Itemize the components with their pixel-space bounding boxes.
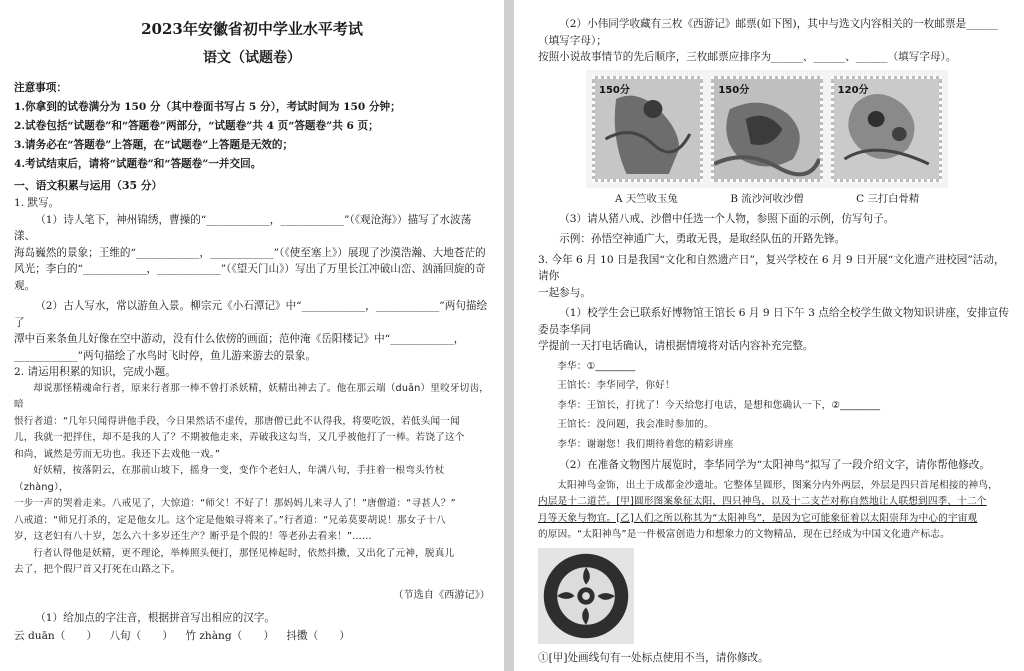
dialogue-line xyxy=(538,378,1010,395)
question-3-1-line: 学提前一天打电话确认，请根据情境将对话内容补充完整。 xyxy=(538,340,814,352)
question-1-2-line: （2）古人写水，常以游鱼入景。柳宗元《小石潭记》中“____________，____________”两句描绘了 xyxy=(14,300,488,329)
dialogue-speaker: 王馆长： xyxy=(557,380,597,391)
stamp-images xyxy=(586,70,948,188)
stamp-value: 150分 xyxy=(599,84,630,96)
question-1: 1. 默写。 xyxy=(14,197,60,209)
passage-line: 恨行者道：“几年只闻得讲他手段，今日果然话不虚传，那唐僧已此不认得我，将要吃饭，若低头闻一闻 xyxy=(14,415,460,427)
exam-page-right xyxy=(514,0,1024,671)
exam-subtitle: 语文（试题卷） xyxy=(203,50,301,66)
intro-line: 的原因。“太阳神鸟”是一件极富创造力和想象力的文物精品，现在已经成为中国文化遗产标志。 xyxy=(538,529,950,540)
question-1-1-line: 观。 xyxy=(14,279,36,292)
dialogue-text: ①________ xyxy=(586,360,636,372)
passage-line: 儿，我就一把拌住，却不是我的人了？不期被他走来，弄破我这勾当，又几乎被他打了一棒。若饶了这个 xyxy=(14,432,465,443)
dialogue-speaker: 李华： xyxy=(557,438,587,450)
question-2-1: （1）给加点的字注音，根据拼音写出相应的汉字。 xyxy=(35,611,275,624)
question-2-2-line: 按照小说故事情节的先后顺序，三枚邮票应排序为______、______、______（填写字母）。 xyxy=(538,51,957,63)
question-3-line: 一起参与。 xyxy=(538,286,591,299)
dialogue-line xyxy=(538,437,1010,454)
passage-line: 却说那怪精魂命行者，原来行者那一棒不曾打杀妖精，妖精出神去了。他在那云端（duān）里咬牙切齿，暗 xyxy=(14,382,490,410)
final-question: ①[甲]处画线句有一处标点使用不当，请你修改。 xyxy=(538,651,769,664)
passage-line: 八戒道：“师兄打杀的，定是他女儿。这个定是他娘寻将来了。”行者道：“兄弟莫要胡说！那女子十八 xyxy=(14,514,446,526)
passage-line: 和尚，诚然是劳而无功也。我还下去戏他一戏。” xyxy=(14,448,221,460)
stamp-image-a xyxy=(592,76,703,182)
notice-heading: 注意事项： xyxy=(14,82,67,94)
intro-line: 内层是十二道芒。[甲]圆形图案象征太阳，四只神鸟，以及十二支芒对称自然地让人联想到四季、十二个 xyxy=(538,496,987,507)
sun-bird-relic-image xyxy=(538,548,634,644)
notice-rule: 4.考试结束后，请将“试题卷”和“答题卷”一并交回。 xyxy=(14,158,262,170)
exam-page-left xyxy=(0,0,504,671)
stamp-value: 150分 xyxy=(718,84,750,96)
question-1-1-line: 海岛巍然的景象；王维的“____________，____________”（《使至塞上》）展现了沙漠浩瀚、大地苍茫的 xyxy=(14,246,486,259)
stamp-image-b xyxy=(711,76,822,182)
intro-line: 太阳神鸟金饰，出土于成都金沙遗址。它整体呈圆形，图案分内外两层，外层是四只首尾相接的神鸟， xyxy=(557,479,998,491)
dialogue-line xyxy=(538,398,1010,415)
question-3-2: （2）在准备文物图片展览时，李华同学为“太阳神鸟”拟写了一段介绍文字，请你帮他修改。 xyxy=(559,459,990,471)
pinyin-item: 抖擞（ ） xyxy=(286,630,350,642)
dialogue-speaker: 李华： xyxy=(557,399,587,411)
dialogue-text: 没问题，我会准时参加的。 xyxy=(596,419,714,430)
question-3-1-line: （1）校学生会已联系好博物馆王馆长 6 月 9 日下午 3 点给全校学生做文物知识讲座，安排宣传委员李华同 xyxy=(538,307,1009,336)
dialogue-speaker: 李华： xyxy=(557,360,587,372)
pinyin-row xyxy=(14,628,490,645)
notice-rule: 1.你拿到的试卷满分为 150 分（其中卷面书写占 5 分），考试时间为 150 分钟； xyxy=(14,101,401,113)
question-3-line: 3. 今年 6 月 10 日是我国“文化和自然遗产日”，复兴学校在 6 月 9 日开展“文化遗产进校园”活动，请你 xyxy=(538,253,1005,282)
passage-line: 一步一声的哭着走来。八戒见了，大惊道：“师父！不好了！那妈妈儿来寻人了！”唐僧道：“寻甚人？” xyxy=(14,498,456,509)
stamp-value: 120分 xyxy=(837,84,869,96)
question-2: 2. 请运用积累的知识，完成小题。 xyxy=(14,366,176,378)
pinyin-item: 云 duān（ ） xyxy=(14,630,98,642)
section-heading: 一、语文积累与运用（35 分） xyxy=(14,179,163,192)
stamp-labels xyxy=(586,190,948,205)
question-2-2-line: （2）小伟同学收藏有三枚《西游记》邮票(如下图)，其中与选文内容相关的一枚邮票是______（填写字母）； xyxy=(538,18,998,47)
dialogue-line xyxy=(538,417,1010,434)
stamp-image-c xyxy=(831,76,942,182)
passage-line: 行者认得他是妖精，更不理论，举棒照头便打，那怪见棒起时，依然抖擞，又出化了元神，脱真儿 xyxy=(33,547,455,559)
pinyin-item: 竹 zhàng（ ） xyxy=(185,630,275,642)
page-gutter xyxy=(504,0,514,671)
stamp-label: C 三打白骨精 xyxy=(856,192,920,205)
question-1-2-line: 潭中百来条鱼儿好像在空中游动，没有什么依傍的画面；范仲淹《岳阳楼记》中“____________， xyxy=(14,333,465,345)
intro-line: 月等天象与物宜。[乙]人们之所以称其为“太阳神鸟”，是因为它可能象征着以太阳崇拜为中心的宇宙观 xyxy=(538,512,978,524)
dialogue-speaker: 王馆长： xyxy=(557,419,597,430)
passage-line: 去了，把个假尸首又打死在山路之下。 xyxy=(14,564,181,575)
dialogue-text: 李华同学，你好！ xyxy=(596,380,675,391)
example-sentence: 示例：孙悟空神通广大，勇敢无畏，是取经队伍的开路先锋。 xyxy=(559,233,846,245)
passage-line: 岁，这老妇有八十岁，怎么六十多岁还生产？断乎是个假的！等老孙去看来！”…… xyxy=(14,531,372,542)
passage-source: （节选自《西游记》） xyxy=(393,589,490,601)
question-1-1-line: （1）诗人笔下，神州锦绣，曹操的“____________，____________”（《观沧海》）描写了水波荡漾、 xyxy=(14,213,472,242)
pinyin-item: 八旬（ ） xyxy=(109,630,174,642)
question-1-1-line: 风光；李白的“____________，____________”（《望天门山》）写出了万里长江冲破山峦、汹涌回旋的奇 xyxy=(14,263,486,275)
dialogue-line xyxy=(538,359,1010,376)
exam-title: 2023年安徽省初中学业水平考试 xyxy=(141,20,363,38)
dialogue-text: 王馆长，打扰了！今天给您打电话，是想和您确认一下，②________ xyxy=(586,399,881,411)
stamp-label: A 天竺收玉兔 xyxy=(614,192,678,205)
notice-rule: 2.试卷包括“试题卷”和“答题卷”两部分，“试题卷”共 4 页“答题卷”共 6 页； xyxy=(14,120,379,132)
passage-line: 好妖精，按落阴云，在那前山坡下，摇身一变，变作个老妇人，年满八旬，手拄着一根弯头竹杖（zhàng）， xyxy=(14,465,445,493)
dialogue-text: 谢谢您！我们期待着您的精彩讲座 xyxy=(586,438,734,450)
question-2-3: （3）请从猪八戒、沙僧中任选一个人物，参照下面的示例，仿写句子。 xyxy=(559,212,895,225)
notice-rule: 3.请务必在“答题卷”上答题，在“试题卷”上答题是无效的； xyxy=(14,139,294,151)
question-1-2-line: ____________”两句描绘了水鸟时飞时停，鱼儿游来游去的景象。 xyxy=(14,349,317,362)
stamp-label: B 流沙河收沙僧 xyxy=(730,192,804,205)
